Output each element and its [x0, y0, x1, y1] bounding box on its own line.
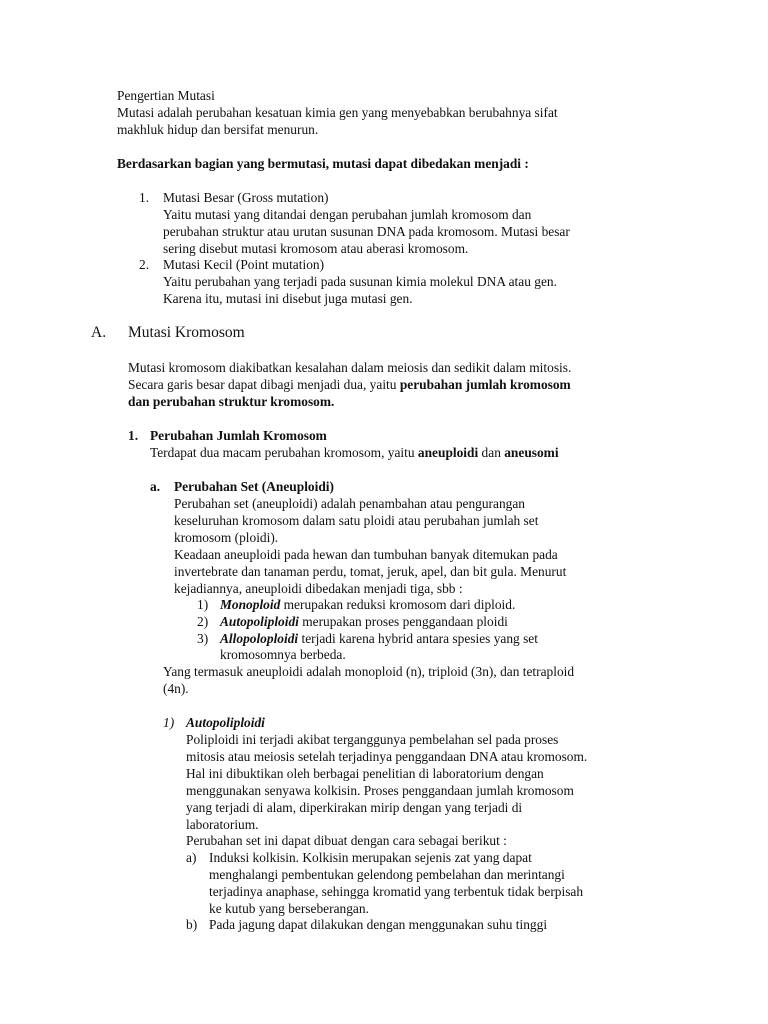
section-a-intro-line-3: dan perubahan struktur kromosom. — [128, 394, 335, 409]
auto-item-a-line-4: ke kutub yang berseberangan. — [209, 901, 369, 916]
sub-a-summary-line-1: Yang termasuk aneuploidi adalah monoploid (n), triploid (3n), dan tetraploid — [163, 664, 575, 679]
definition-line-1: Mutasi adalah perubahan kesatuan kimia gen yang menyebabkan berubahnya sifat — [117, 105, 558, 120]
sub-a-item-3-rest: terjadi karena hybrid antara spesies yang set — [298, 631, 538, 646]
classification-heading: Berdasarkan bagian yang bermutasi, mutasi dapat dibedakan menjadi : — [117, 156, 529, 171]
section-a-intro-line-2 — [128, 376, 571, 393]
type-2-number: 2. — [139, 257, 150, 272]
sub-a-item-3-continuation: kromosomnya berbeda. — [220, 647, 346, 662]
type-1-line-3: sering disebut mutasi kromosom atau aberasi kromosom. — [163, 241, 469, 256]
type-1-line-2: perubahan struktur atau urutan susunan DNA pada kromosom. Mutasi besar — [163, 224, 570, 239]
sub-a-item-2 — [220, 613, 508, 630]
auto-item-a-line-2: menghalangi pembentukan gelendong pembelahan dan merintangi — [209, 867, 565, 882]
sub-a-summary-line-2: (4n). — [163, 681, 189, 696]
sub-1-text — [150, 444, 559, 461]
sub-a-line-2: keseluruhan kromosom dalam satu ploidi atau perubahan jumlah set — [174, 513, 539, 528]
page-title: Pengertian Mutasi — [117, 88, 215, 103]
auto-item-a-line-3: terjadinya anaphase, sehingga kromatid yang terbentuk tidak berpisah — [209, 884, 584, 899]
sub-a-letter: a. — [150, 479, 161, 494]
auto-line-5: yang terjadi di alam, diperkirakan mirip dengan yang terjadi di — [186, 800, 523, 815]
sub-a-item-3 — [220, 630, 538, 647]
sub-1-conjunction: dan — [478, 445, 505, 460]
sub-1-title: Perubahan Jumlah Kromosom — [150, 428, 327, 443]
section-a-intro-bold: perubahan jumlah kromosom — [399, 377, 571, 392]
sub-a-title: Perubahan Set (Aneuploidi) — [174, 479, 334, 494]
section-a-title: Mutasi Kromosom — [128, 324, 245, 341]
type-2-line-1: Yaitu perubahan yang terjadi pada susunan kimia molekul DNA atau gen. — [163, 274, 557, 289]
auto-line-1: Poliploidi ini terjadi akibat terganggunya pembelahan sel pada proses — [186, 732, 559, 747]
auto-item-b-line-1: Pada jagung dapat dilakukan dengan menggunakan suhu tinggi — [209, 917, 548, 932]
auto-line-2: mitosis atau meiosis setelah terjadinya penggandaan DNA atau kromosom. — [186, 749, 588, 764]
type-1-line-1: Yaitu mutasi yang ditandai dengan perubahan jumlah kromosom dan — [163, 207, 532, 222]
sub-a-line-1: Perubahan set (aneuploidi) adalah penambahan atau pengurangan — [174, 496, 525, 511]
sub-a-item-1-rest: merupakan reduksi kromosom dari diploid. — [280, 597, 516, 612]
auto-item-a-line-1: Induksi kolkisin. Kolkisin merupakan sejenis zat yang dapat — [209, 850, 532, 865]
type-1-title: Mutasi Besar (Gross mutation) — [163, 190, 329, 205]
sub-a-line-4: Keadaan aneuploidi pada hewan dan tumbuhan banyak ditemukan pada — [174, 547, 558, 562]
sub-a-line-3: kromosom (ploidi). — [174, 530, 279, 545]
sub-1-term-aneuploidi: aneuploidi — [417, 445, 479, 460]
term-allopoloploidi: Allopoloploidi — [220, 631, 299, 646]
term-autopoliploidi: Autopoliploidi — [220, 614, 299, 629]
auto-line-4: menggunakan senyawa kolkisin. Proses penggandaan jumlah kromosom — [186, 783, 574, 798]
auto-line-6: laboratorium. — [186, 817, 259, 832]
sub-1-number: 1. — [128, 428, 139, 443]
term-monoploid: Monoploid — [220, 597, 281, 612]
auto-number: 1) — [163, 715, 175, 730]
definition-line-2: makhluk hidup dan bersifat menurun. — [117, 122, 319, 137]
type-2-title: Mutasi Kecil (Point mutation) — [163, 257, 325, 272]
sub-a-line-5: invertebrate dan tanaman perdu, tomat, jeruk, apel, dan bit gula. Menurut — [174, 564, 567, 579]
type-2-line-2: Karena itu, mutasi ini disebut juga mutasi gen. — [163, 291, 413, 306]
auto-line-3: Hal ini dibuktikan oleh berbagai penelitian di laboratorium dengan — [186, 766, 544, 781]
section-a-intro-plain: Secara garis besar dapat dibagi menjadi dua, yaitu — [128, 377, 400, 392]
type-1-number: 1. — [139, 190, 150, 205]
section-a-intro-line-1: Mutasi kromosom diakibatkan kesalahan dalam meiosis dan sedikit dalam mitosis. — [128, 360, 572, 375]
sub-a-item-2-rest: merupakan proses penggandaan ploidi — [298, 614, 508, 629]
auto-item-a-letter: a) — [186, 850, 197, 865]
sub-a-item-3-number: 3) — [197, 631, 209, 646]
sub-a-item-1 — [220, 596, 515, 613]
auto-item-b-letter: b) — [186, 917, 198, 932]
sub-a-item-2-number: 2) — [197, 614, 209, 629]
auto-line-7: Perubahan set ini dapat dibuat dengan cara sebagai berikut : — [186, 833, 507, 848]
sub-a-item-1-number: 1) — [197, 597, 209, 612]
auto-title: Autopoliploidi — [186, 715, 265, 730]
section-a-letter: A. — [91, 324, 107, 341]
sub-1-text-plain: Terdapat dua macam perubahan kromosom, yaitu — [150, 445, 418, 460]
sub-1-term-aneusomi: aneusomi — [504, 445, 559, 460]
sub-a-line-6: kejadiannya, aneuploidi dibedakan menjadi tiga, sbb : — [174, 581, 463, 596]
